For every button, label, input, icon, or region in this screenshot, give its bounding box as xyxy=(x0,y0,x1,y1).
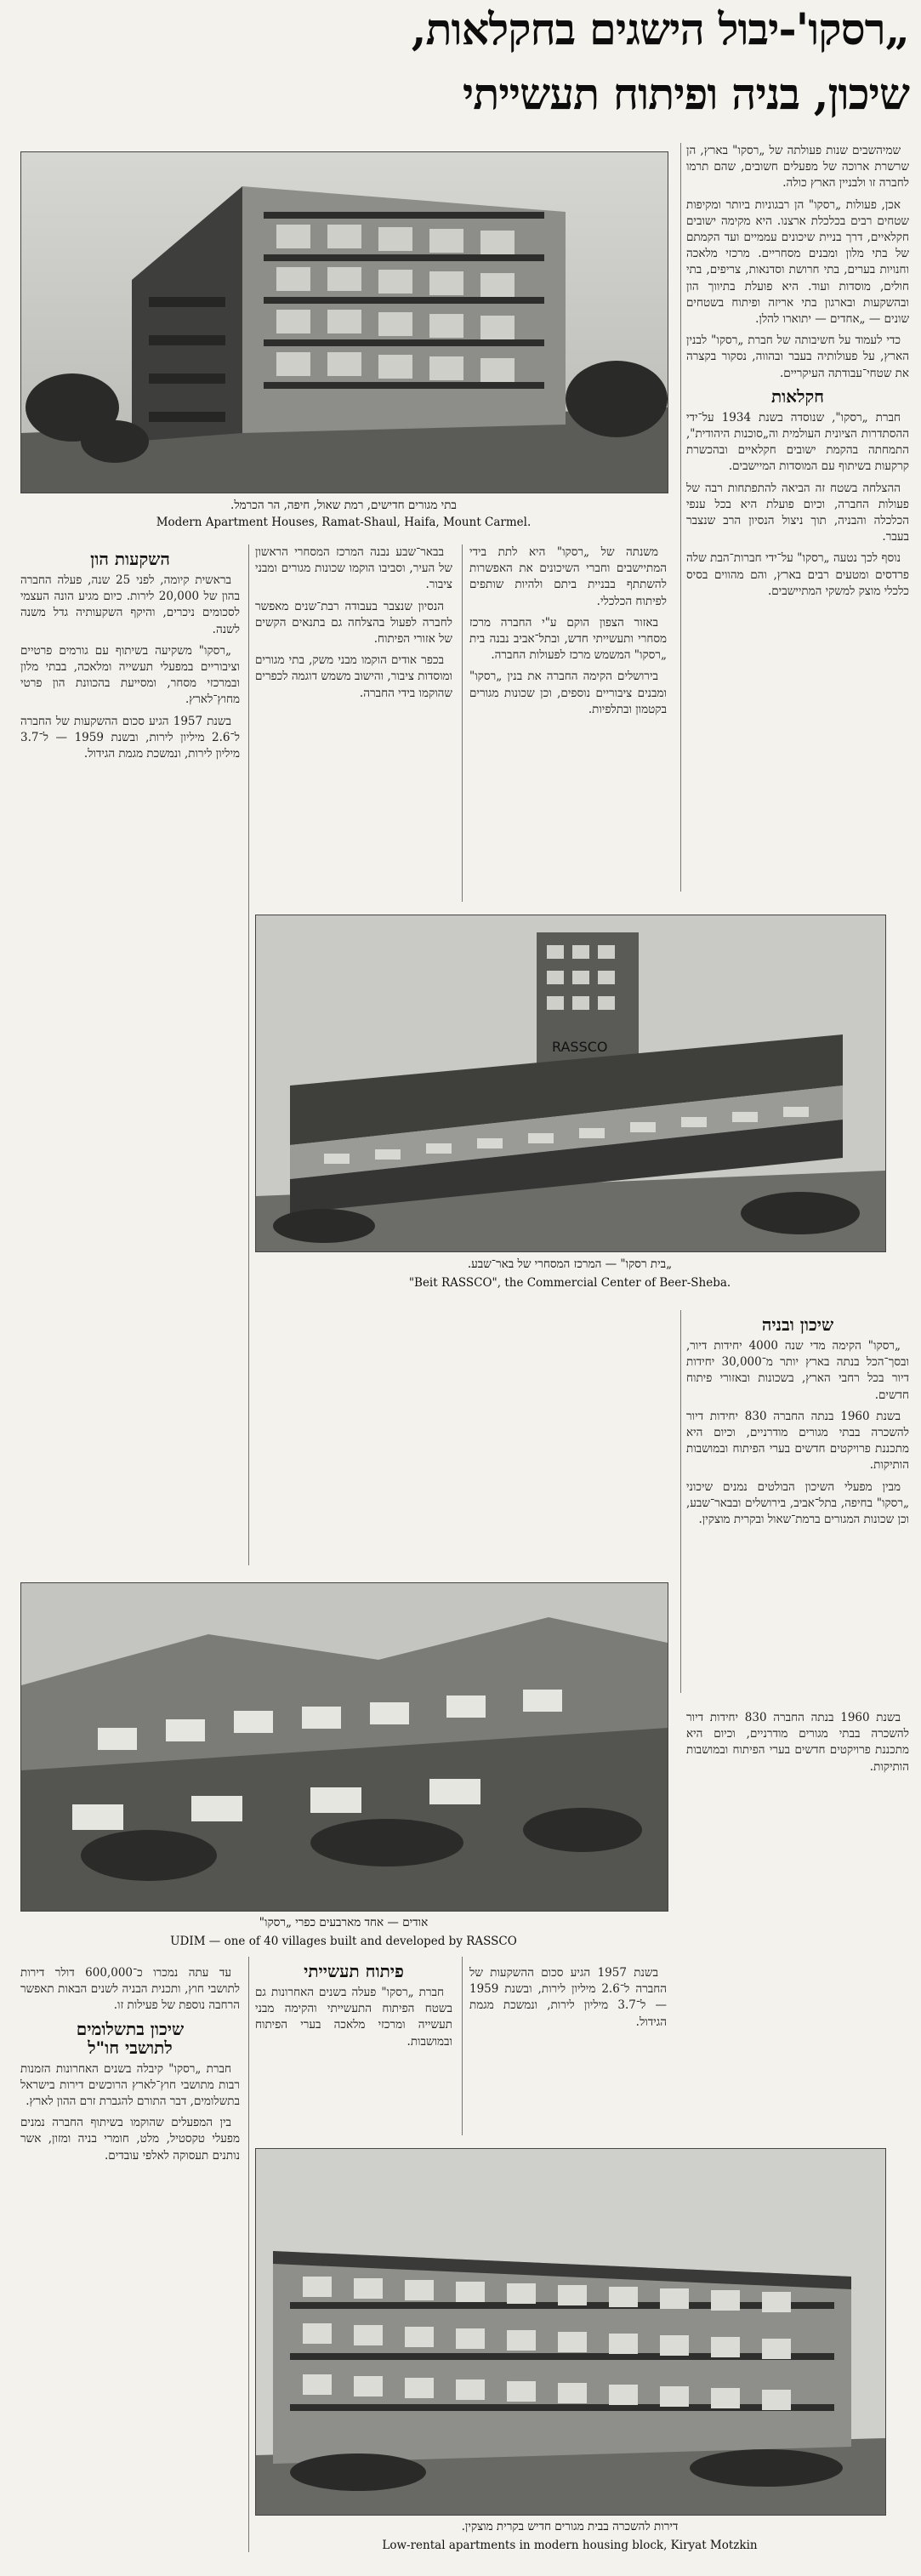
body-paragraph: בכפר אודים הוקמו מבני משק, בתי מגורים ומוסדות ציבור, והישוב משמש דוגמה לכפרים שהוקמו בידי החברה. xyxy=(255,653,452,700)
section-title-agriculture: חקלאות xyxy=(770,385,825,407)
body-paragraph: חברת „רסקו", שנוסדה בשנת 1934 על־ידי ההסתדרות הציונית העולמית וה„סוכנות היהודית", התמחתה בהקמת ישובים חקלאיים ובהכשרת קרקעות בשיתוף עם המוסדות המיישבים. xyxy=(686,410,909,474)
body-paragraph: בירושלים הקימה החברה את בנין „רסקו" ומבנים ציבוריים נוספים, וכן שכונות מגורים בקטמון ובתלפיות. xyxy=(469,670,667,716)
body-paragraph: בשנת 1960 בנתה החברה 830 יחידות דיור להשכרה בבתי מגורים מודרניים, וכיום היא מתכננת פרויקטים חדשים בערי הפיתוח ובמושבות הותיקות. xyxy=(686,1711,909,1774)
intro-paragraph: אכן, פעולות „רסקו" הן רבגוניות ביותר ומקיפות שטחים רבים בכלכלת ארצנו. היא מקימה ישובים חקלאיים, דרך בניית שיכונים עממיים ועד הקמתם של בתי מלון ומבנים מסחריים. מרכזי מלאכה וחנויות בערים, בתי חרושת וסדנאות, צריפים, בתי חולים, מוסדות ועוד. היא פועלת בתיווך הון ובהשקעות ובארגון בתי אריזה ופיתוח בשטחים שונים — „אחדים — יתוארו להלן. xyxy=(686,197,909,327)
body-paragraph: חברת „רסקו" קיבלה בשנים האחרונות הזמנות רבות מתושבי חוץ־לארץ הרוכשים דירות בישראל בתשלומים, דבר התורם להגברת זרם ההון לארץ. xyxy=(20,2061,240,2109)
body-paragraph: ההצלחה בשטח זה הביאה להתפתחות רבה של פעולות החברה, וכיום פועלת היא בכל ענפי הכלכלה והבניה, תוך ניצול הנסיון הרב שנצבר בעבר. xyxy=(686,481,909,544)
middle-column-left xyxy=(20,544,240,767)
section-title-capital: השקעות הון xyxy=(90,549,170,569)
body-paragraph: משנתה של „רסקו" היא לתת בידי המתיישבים וחברי השיכונים את האפשרות להשתתף בבניית ביתם ולהיות שותפים לפיתוח הכלכלי. xyxy=(469,545,667,608)
body-paragraph: „רסקו" משקיעה בשיתוף עם גורמים פרטיים וציבוריים במפעלי תעשייה ומלאכה, בבתי מלון ובמרכזי מסחר, ומסייעת בהכוונת הון פרטי מחוץ־לארץ. xyxy=(20,643,240,707)
headline-line-1: „רסקו'-יבול הישגים בחקלאות, xyxy=(411,4,909,55)
body-paragraph: נוסף לכך נטעה „רסקו" על־ידי חברות־הבת שלה פרדסים ומטעים רבים בארץ, והם מהווים בסיס כלכלי מוצק למשקי המתיישבים. xyxy=(686,551,909,598)
housing-column-continued xyxy=(686,1710,909,1781)
body-paragraph: חברת „רסקו" פעלה בשנים האחרונות גם בשטח הפיתוח התעשייתי והקימה מבני תעשייה ומרכזי מלאכה בערי הפיתוח ובמושבות. xyxy=(255,1986,452,2049)
intro-paragraph: שמיהשבים שנות פעולתה של „רסקו" בארץ, הן שרשרת ארוכה של מפעלים חשובים, שהם תרמו לחברה זו ולבניין הארץ כולה. xyxy=(686,144,909,191)
section-title-housing: שיכון ובניה xyxy=(761,1314,834,1335)
photo-caption-english: "Beit RASSCO", the Commercial Center of Beer-Sheba. xyxy=(408,1276,731,1290)
housing-column xyxy=(686,1310,909,1533)
photo-ramat-shaul-apartments xyxy=(20,151,668,493)
body-paragraph: „רסקו" הקימה מדי שנה 4000 יחידות דיור, ובסך־הכל בנתה בארץ יותר מ־30,000 יחידות דיור בכל רחבי הארץ, בשכונות ובאזורי פיתוח חדשים. xyxy=(686,1339,909,1402)
lower-column-right xyxy=(469,1965,667,2036)
middle-column-center xyxy=(255,544,452,707)
intro-column xyxy=(686,143,909,605)
lower-column-left xyxy=(20,1965,240,2169)
body-paragraph: עד עתה נמכרו כ־600,000 דולר דירות לתושבי חוץ, ותכנית הבניה לשנים הבאות תאפשר הרחבה נוספת של פעילות זו. xyxy=(20,1966,240,2013)
photo-udim-village xyxy=(20,1582,668,1912)
headline-line-2: שיכון, בניה ופיתוח תעשייתי xyxy=(462,69,909,120)
intro-paragraph: כדי לעמוד על חשיבותה של חברת „רסקו" לבנין הארץ, על פעולותיה בעבר ובהווה, נסקור בקצרה את שטחי־עבודתה העיקריים. xyxy=(686,333,909,380)
body-paragraph: בראשית קיומה, לפני 25 שנה, פעלה החברה בהון של 20,000 לירות. כיום מגיע הונה העצמי לסכומים ניכרים, והיקף השקעותיה גדל משנה לשנה. xyxy=(20,573,240,636)
photo-caption-english: Modern Apartment Houses, Ramat-Shaul, Haifa, Mount Carmel. xyxy=(156,516,532,529)
body-paragraph: באזור הצפון הוקם ע"י החברה מרכז מסחרי ותעשייתי חדש, ובתל־אביב נבנה בית „רסקו" המשמש מרכז לפעולות החברה. xyxy=(469,615,667,663)
body-paragraph: בשנת 1957 הגיע סכום ההשקעות של החברה ל־2.6 מיליון לירות, ובשנת 1959 — ל־3.7 מיליון לירות, ונמשכת מגמת הגידול. xyxy=(20,714,240,761)
photo-caption-hebrew: בתי מגורים חדישים, רמת שאול, חיפה, הר הכרמל. xyxy=(230,499,457,512)
photo-caption-hebrew: אודים — אחד מארבעים כפרי „רסקו" xyxy=(259,1916,429,1929)
photo-caption-hebrew: דירות להשכרה בבית מגורים חדיש בקרית מוצקין. xyxy=(461,2520,679,2533)
photo-caption-english: Low-rental apartments in modern housing block, Kiryat Motzkin xyxy=(382,2539,758,2552)
photo-beit-rassco xyxy=(255,915,886,1252)
body-paragraph: מבין מפעלי השיכון הבולטים נמנים שיכוני „רסקו" בחיפה, בתל־אביב, בירושלים ובבאר־שבע, וכן שכונות המגורים ברמת־שאול ובקרית מוצקין. xyxy=(686,1479,909,1527)
body-paragraph: בשנת 1957 הגיע סכום ההשקעות של החברה ל־2.6 מיליון לירות, ובשנת 1959 — ל־3.7 מיליון לירות, ונמשכת מגמת הגידול. xyxy=(469,1966,667,2029)
photo-caption-hebrew: „בית רסקו" — המרכז המסחרי של באר־שבע. xyxy=(467,1257,673,1271)
photo-kiryat-motzkin xyxy=(255,2148,886,2516)
body-paragraph: בשנת 1960 בנתה החברה 830 יחידות דיור להשכרה בבתי מגורים מודרניים, וכיום היא מתכננת פרויקטים חדשים בערי הפיתוח ובמושבות הותיקות. xyxy=(686,1409,909,1473)
middle-column-right xyxy=(469,544,667,723)
lower-column-center xyxy=(255,1957,452,2055)
building-sign: RASSCO xyxy=(552,1039,608,1055)
section-title-mixed: שיכון בתשלומים לתושבי חו"ל xyxy=(76,2018,185,2058)
body-paragraph: בבאר־שבע נבנה המרכז המסחרי הראשון של העיר, וסביבו הוקמו שכונות מגורים ומבני ציבור. xyxy=(255,545,452,592)
body-paragraph: בין המפעלים שהוקמו בשיתוף החברה נמנים מפעלי טקסטיל, מלט, חומרי בניה ומזון, אשר נותנים תעסוקה לאלפי עובדים. xyxy=(20,2116,240,2163)
photo-caption-english: UDIM — one of 40 villages built and developed by RASSCO xyxy=(170,1935,517,1948)
body-paragraph: הנסיון שנצבר בעבודה רבת־שנים מאפשר לחברה לפעול בהצלחה גם בתנאים הקשים של אזורי הפיתוח. xyxy=(255,599,452,647)
section-title-industry: פיתוח תעשייתי xyxy=(304,1961,404,1981)
